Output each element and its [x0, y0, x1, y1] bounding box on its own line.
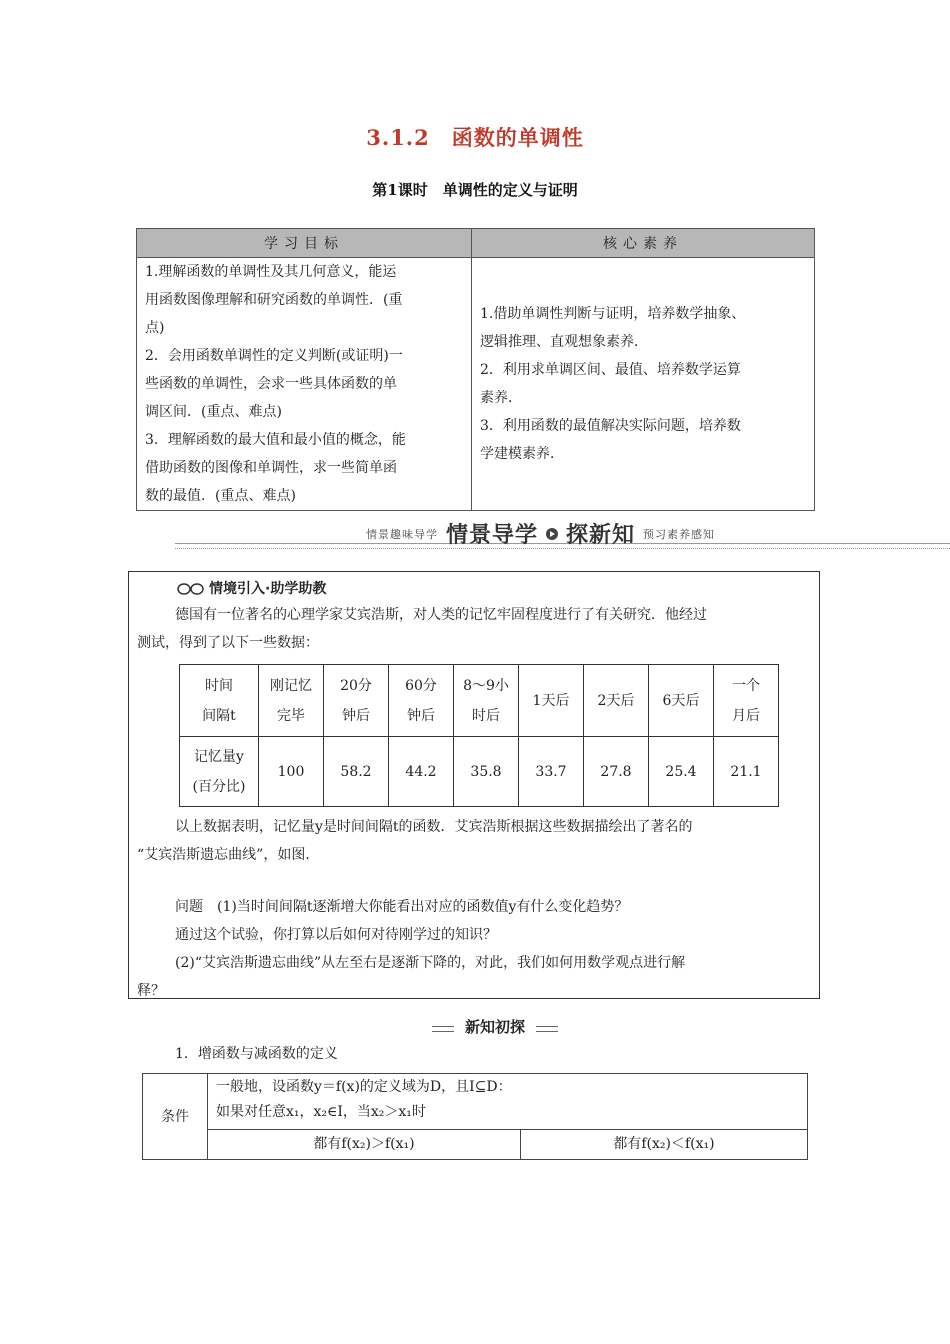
- time-cell-b: 月后: [732, 707, 760, 724]
- question-1: 问题 (1)当时间间隔t逐渐增大你能看出对应的函数值y有什么变化趋势？: [175, 899, 629, 915]
- memory-value: 27.8: [584, 737, 649, 807]
- goals-cell: [137, 258, 472, 511]
- condition-line2: 如果对任意x₁，x₂∈I，当x₂＞x₁时: [216, 1104, 426, 1120]
- memory-value: 33.7: [519, 737, 584, 807]
- time-cell-b: 钟后: [407, 707, 435, 724]
- intro-box: [128, 571, 820, 999]
- goals-header: 学习目标: [137, 229, 472, 258]
- intro-heading: [177, 578, 326, 598]
- definition-title: 1．增函数与减函数的定义: [175, 1046, 338, 1062]
- definition-table: [142, 1073, 808, 1160]
- time-cell-a: 20分: [340, 677, 372, 694]
- condition-label: 条件: [143, 1074, 208, 1160]
- intro-para2-line2: “艾宾浩斯遗忘曲线”，如图．: [137, 847, 320, 863]
- condition-cell: [208, 1074, 808, 1130]
- time-cell: [389, 665, 454, 737]
- goal-line: 2．会用函数单调性的定义判断(或证明)一: [145, 348, 403, 364]
- time-cell-a: 1天后: [532, 692, 570, 709]
- question-1-follow: 通过这个试验，你打算以后如何对待刚学过的知识？: [175, 927, 497, 943]
- time-label-cell: [180, 665, 259, 737]
- goal-line: 调区间．(重点、难点): [145, 404, 282, 420]
- memory-value: 21.1: [714, 737, 779, 807]
- time-cell: [259, 665, 324, 737]
- glasses-icon: [177, 581, 205, 595]
- time-cell: [454, 665, 519, 737]
- section-heading-label: 新知初探: [454, 1016, 536, 1038]
- goal-line: 些函数的单调性，会求一些具体函数的单: [145, 376, 397, 392]
- time-cell-a: 8～9小: [463, 677, 509, 694]
- memory-value: 58.2: [324, 737, 389, 807]
- memory-label-b: (百分比): [192, 778, 246, 795]
- memory-table: [179, 664, 779, 807]
- goal-line: 数的最值．(重点、难点): [145, 488, 296, 504]
- time-cell: [519, 665, 584, 737]
- banner-title-right: 探新知: [566, 523, 636, 548]
- competency-line: 学建模素养．: [480, 446, 564, 462]
- intro-para1-line1: 德国有一位著名的心理学家艾宾浩斯，对人类的记忆牢固程度进行了有关研究．他经过: [175, 607, 707, 623]
- intro-para2-line1: 以上数据表明，记忆量y是时间间隔t的函数．艾宾浩斯根据这些数据描绘出了著名的: [175, 819, 693, 835]
- condition-line1: 一般地，设函数y＝f(x)的定义域为D，且I⊆D：: [216, 1079, 512, 1095]
- time-cell-b: 时后: [472, 707, 500, 724]
- time-label-a: 时间: [205, 677, 233, 694]
- section-heading: [432, 1016, 558, 1038]
- section-banner: [366, 518, 816, 549]
- time-cell-a: 2天后: [597, 692, 635, 709]
- time-cell-b: 钟后: [342, 707, 370, 724]
- competency-line: 3．利用函数的最值解决实际问题，培养数: [480, 418, 741, 434]
- banner-left-caption: 情景趣味导学: [366, 527, 438, 541]
- competency-line: 1.借助单调性判断与证明，培养数学抽象、: [480, 306, 746, 322]
- competency-header: 核心素养: [472, 229, 815, 258]
- time-cell: [324, 665, 389, 737]
- intro-para1-line2: 测试，得到了以下一些数据：: [137, 635, 319, 651]
- time-cell-b: 完毕: [277, 707, 305, 724]
- lesson-subtitle: 第1课时 单调性的定义与证明: [372, 181, 578, 199]
- time-cell: [584, 665, 649, 737]
- memory-value: 35.8: [454, 737, 519, 807]
- time-cell-a: 60分: [405, 677, 437, 694]
- decreasing-condition: 都有f(x₂)＜f(x₁): [521, 1130, 808, 1160]
- memory-value: 25.4: [649, 737, 714, 807]
- banner-title-left: 情景导学: [446, 523, 539, 548]
- memory-label-cell: [180, 737, 259, 807]
- competency-line: 素养．: [480, 390, 522, 406]
- competency-cell: [472, 258, 815, 511]
- goals-table: [136, 228, 815, 511]
- competency-line: 逻辑推理、直观想象素养．: [480, 334, 648, 350]
- play-arrow-icon: [546, 528, 558, 540]
- goal-line: 点): [145, 320, 165, 336]
- time-cell: [714, 665, 779, 737]
- question-2-line2: 释？: [137, 983, 165, 999]
- goal-line: 3．理解函数的最大值和最小值的概念，能: [145, 432, 406, 448]
- memory-label-a: 记忆量y: [194, 748, 244, 765]
- increasing-condition: 都有f(x₂)＞f(x₁): [208, 1130, 521, 1160]
- intro-heading-text: 情境引入·助学助教: [209, 581, 327, 597]
- time-label-b: 间隔t: [202, 707, 236, 724]
- goal-line: 用函数图像理解和研究函数的单调性．(重: [145, 292, 403, 308]
- goal-line: 借助函数的图像和单调性，求一些简单函: [145, 460, 397, 476]
- goal-line: 1.理解函数的单调性及其几何意义，能运: [145, 264, 397, 280]
- memory-value: 44.2: [389, 737, 454, 807]
- competency-line: 2．利用求单调区间、最值、培养数学运算: [480, 362, 741, 378]
- time-cell-a: 刚记忆: [270, 677, 312, 694]
- time-cell-a: 一个: [732, 677, 760, 694]
- time-cell: [649, 665, 714, 737]
- document-title: 3.1.2 函数的单调性: [366, 125, 584, 150]
- banner-right-caption: 预习素养感知: [643, 527, 716, 541]
- time-cell-a: 6天后: [662, 692, 700, 709]
- memory-value: 100: [259, 737, 324, 807]
- question-2-line1: (2)“艾宾浩斯遗忘曲线”从左至右是逐渐下降的，对此，我们如何用数学观点进行解: [175, 955, 686, 971]
